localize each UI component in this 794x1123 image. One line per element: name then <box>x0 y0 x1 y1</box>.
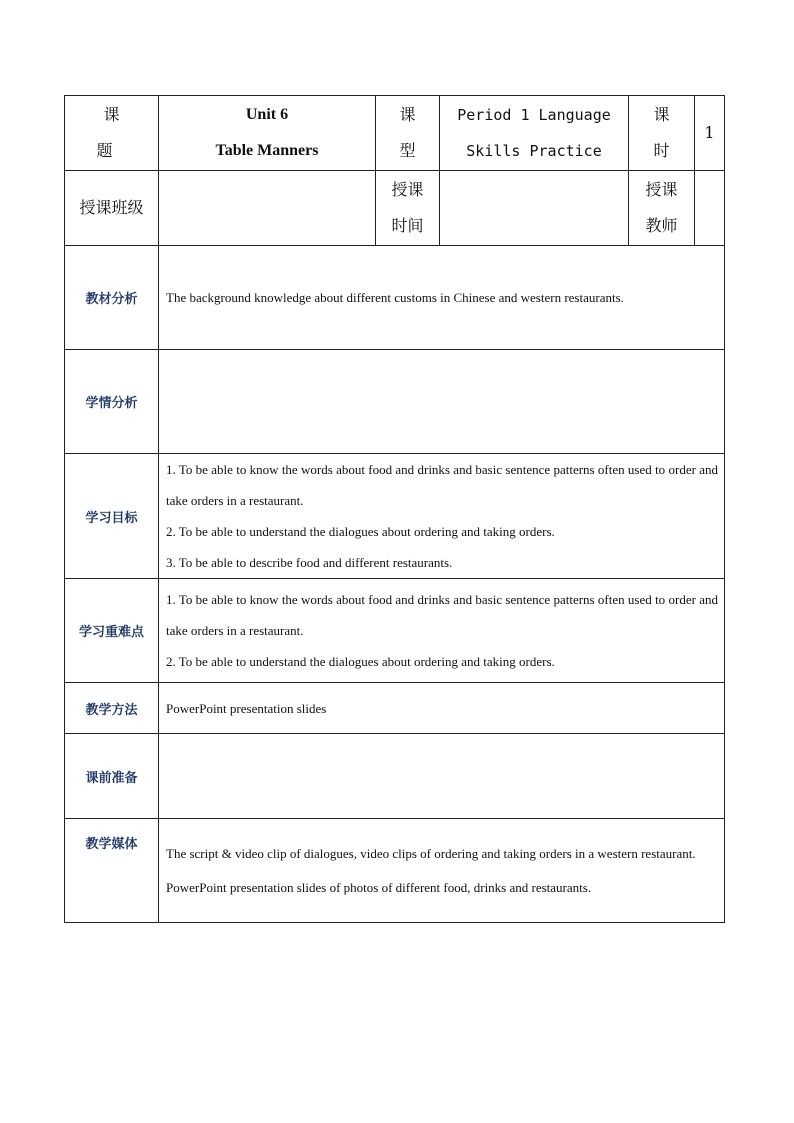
material-label: 教材分析 <box>85 292 138 307</box>
media-item-2: PowerPoint presentation slides of photos of different food, drinks and restaurants. <box>166 879 592 895</box>
teacher-value-cell[interactable] <box>695 171 725 246</box>
type-label-2: 型 <box>399 141 416 160</box>
type-label-cell <box>376 96 440 171</box>
period-line-1: Period 1 Language <box>457 106 611 124</box>
hours-value: 1 <box>704 123 715 142</box>
header-row-topic <box>65 96 725 171</box>
unit-number: Unit 6 <box>245 106 289 123</box>
hours-value-cell <box>695 96 725 171</box>
material-content <box>159 246 725 350</box>
objective-item-2: 2. To be able to understand the dialogues about ordering and taking orders. <box>166 524 555 539</box>
students-content[interactable] <box>159 350 725 454</box>
header-row-class <box>65 171 725 246</box>
media-label: 教学媒体 <box>85 837 138 852</box>
media-item-1: The script & video clip of dialogues, video clips of ordering and taking orders in a western restaurant. <box>166 845 696 861</box>
topic-label-cell <box>65 96 159 171</box>
media-content <box>159 819 725 923</box>
key-points-content <box>159 579 725 683</box>
students-label: 学情分析 <box>85 396 138 411</box>
objectives-label-cell <box>65 454 159 579</box>
unit-cell <box>159 96 376 171</box>
objectives-label: 学习目标 <box>85 510 138 526</box>
time-label-1: 授课 <box>391 180 424 199</box>
section-row-media <box>65 819 725 923</box>
hours-label-cell <box>629 96 695 171</box>
section-row-key-points <box>65 579 725 683</box>
preparation-label-cell <box>65 734 159 819</box>
preparation-content[interactable] <box>159 734 725 819</box>
teacher-label-cell <box>629 171 695 246</box>
time-value-cell[interactable] <box>440 171 629 246</box>
material-label-cell <box>65 246 159 350</box>
section-row-material <box>65 246 725 350</box>
section-row-methods <box>65 683 725 734</box>
time-label-cell <box>376 171 440 246</box>
preparation-label: 课前准备 <box>85 770 138 786</box>
key-points-label: 学习重难点 <box>78 625 144 640</box>
period-line-2: Skills Practice <box>466 142 602 160</box>
methods-label: 教学方法 <box>85 702 138 718</box>
class-value-cell[interactable] <box>159 171 376 246</box>
hours-label-1: 课 <box>653 105 670 124</box>
objective-item-3: 3. To be able to describe food and different restaurants. <box>166 555 453 570</box>
material-line: The background knowledge about different customs in Chinese and western restaurants. <box>166 290 624 305</box>
section-row-students <box>65 350 725 454</box>
media-label-cell <box>65 819 159 923</box>
time-label-2: 时间 <box>391 216 424 235</box>
lesson-plan-table <box>64 95 725 923</box>
section-row-preparation <box>65 734 725 819</box>
period-cell <box>440 96 629 171</box>
type-label-1: 课 <box>399 105 416 124</box>
teacher-label-2: 教师 <box>645 216 678 235</box>
key-point-item-1: 1. To be able to know the words about food and drinks and basic sentence patterns often used to order and take orders in a restaurant. <box>166 592 718 638</box>
key-point-item-2: 2. To be able to understand the dialogues about ordering and taking orders. <box>166 654 555 669</box>
hours-label-2: 时 <box>653 141 670 160</box>
key-points-label-cell <box>65 579 159 683</box>
methods-content <box>159 683 725 734</box>
class-label-cell <box>65 171 159 246</box>
teacher-label-1: 授课 <box>645 180 678 199</box>
objective-item-1: 1. To be able to know the words about food and drinks and basic sentence patterns often used to order and take orders in a restaurant. <box>166 462 718 508</box>
methods-label-cell <box>65 683 159 734</box>
objectives-content <box>159 454 725 579</box>
unit-title: Table Manners <box>215 142 319 159</box>
topic-label: 课 题 <box>96 105 134 160</box>
students-label-cell <box>65 350 159 454</box>
class-label: 授课班级 <box>79 198 144 217</box>
methods-line: PowerPoint presentation slides <box>166 700 327 716</box>
section-row-objectives <box>65 454 725 579</box>
